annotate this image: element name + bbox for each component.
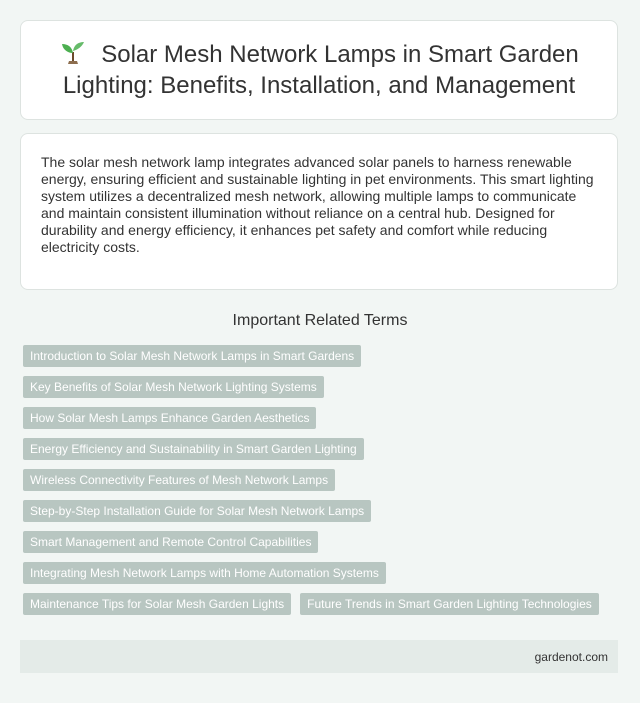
title-card (20, 20, 618, 120)
term-tag[interactable]: Key Benefits of Solar Mesh Network Lighting Systems (23, 376, 324, 398)
term-tag[interactable]: Step-by-Step Installation Guide for Solar Mesh Network Lamps (23, 500, 371, 522)
footer (20, 640, 618, 673)
term-tag[interactable]: Integrating Mesh Network Lamps with Home Automation Systems (23, 562, 386, 584)
seedling-icon (59, 41, 87, 65)
term-tag[interactable]: Future Trends in Smart Garden Lighting Technologies (300, 593, 599, 615)
description-text: The solar mesh network lamp integrates advanced solar panels to harness renewable energy, ensuring efficient and sustainable lighting in pet environments. This smart lighting system utilizes a decentralized mesh network, allowing multiple lamps to communicate and maintain consistent illumination without reliance on a central hub. Designed for durability and energy efficiency, it enhances pet safety and comfort while reducing electricity costs. (41, 154, 594, 255)
page-title-text: Solar Mesh Network Lamps in Smart Garden Lighting: Benefits, Installation, and Management (62, 41, 579, 99)
term-tag[interactable]: Maintenance Tips for Solar Mesh Garden Lights (23, 593, 291, 615)
term-tag[interactable]: Wireless Connectivity Features of Mesh Network Lamps (23, 469, 335, 491)
term-tag[interactable]: Introduction to Solar Mesh Network Lamps in Smart Gardens (23, 345, 361, 367)
related-terms-heading: Important Related Terms (232, 312, 408, 329)
term-tag[interactable]: Smart Management and Remote Control Capabilities (23, 531, 318, 553)
term-tag[interactable]: Energy Efficiency and Sustainability in Smart Garden Lighting (23, 438, 364, 460)
term-tag[interactable]: How Solar Mesh Lamps Enhance Garden Aesthetics (23, 407, 316, 429)
footer-site-link[interactable]: gardenot.com (534, 649, 608, 664)
related-terms-list (23, 345, 619, 615)
page-title (51, 39, 587, 101)
description-card (20, 133, 618, 290)
